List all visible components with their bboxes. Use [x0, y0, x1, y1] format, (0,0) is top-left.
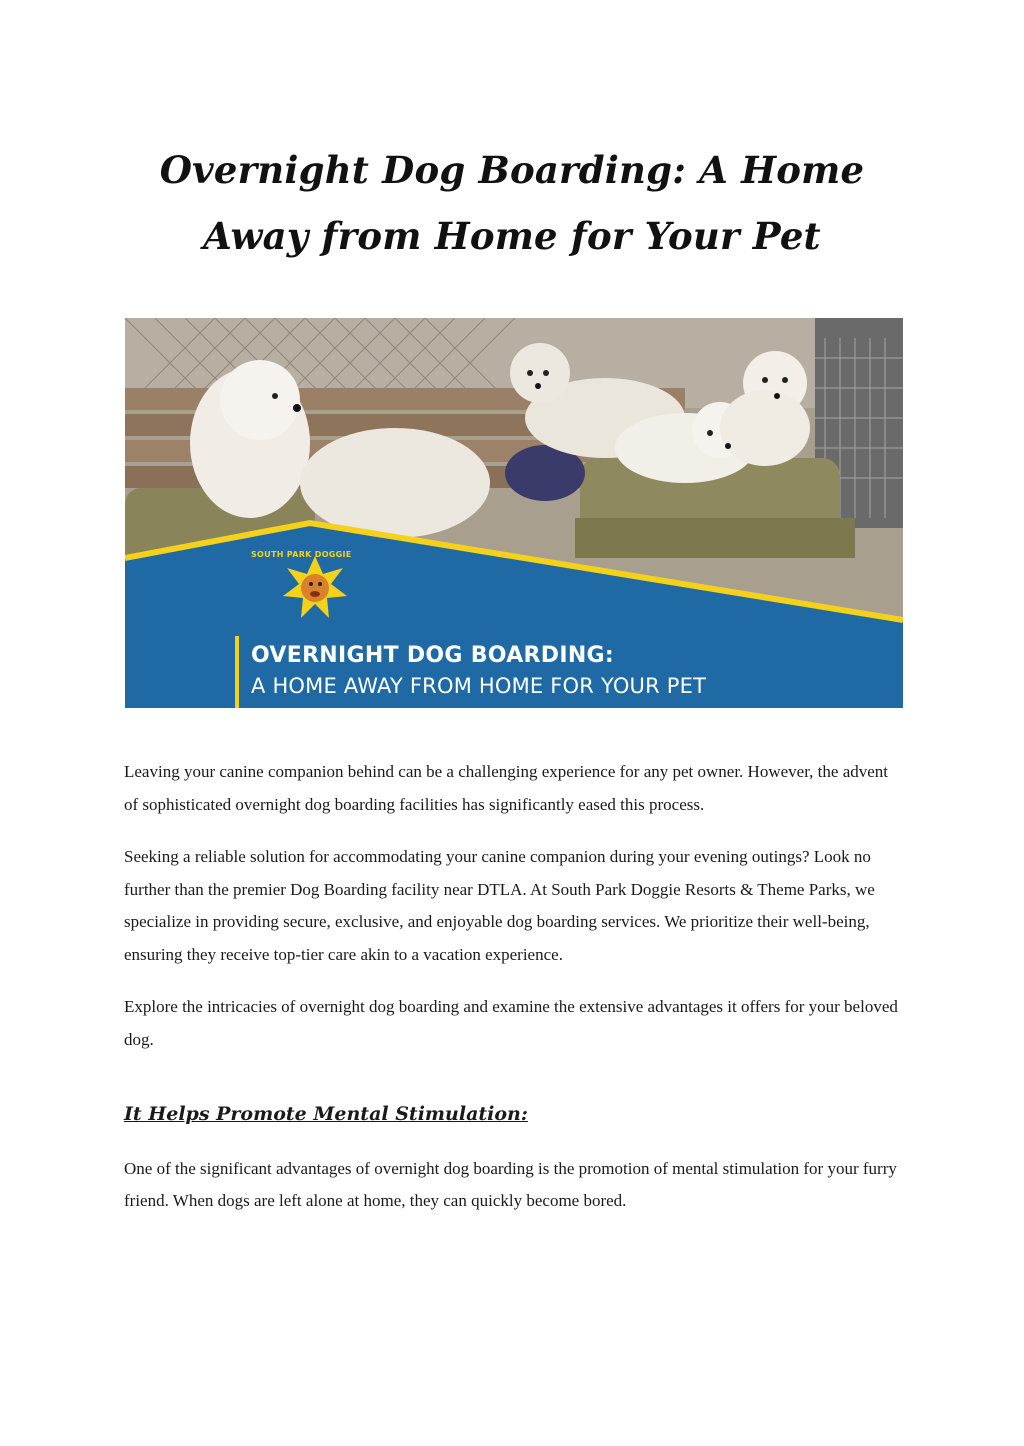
- paragraph: One of the significant advantages of overnight dog boarding is the promotion of mental stimulation for your furry friend. When dogs are left alone at home, they can quickly become bored.: [124, 1158, 897, 1210]
- title-line-2: Away from Home for Your Pet: [203, 213, 821, 258]
- document-title: [60, 137, 964, 269]
- banner-heading: OVERNIGHT DOG BOARDING:: [251, 643, 614, 668]
- hero-banner-image: [125, 318, 903, 708]
- article-body: [124, 756, 904, 1238]
- paragraph: Explore the intricacies of overnight dog boarding and examine the extensive advantages it offers for your beloved dog.: [124, 997, 898, 1049]
- logo-text: SOUTH PARK DOGGIE: [251, 550, 352, 559]
- section-heading: It Helps Promote Mental Stimulation:: [124, 1103, 528, 1125]
- title-line-1: Overnight Dog Boarding: A Home: [159, 147, 865, 192]
- banner-subheading: A HOME AWAY FROM HOME FOR YOUR PET: [251, 674, 707, 698]
- paragraph: Leaving your canine companion behind can be a challenging experience for any pet owner. However, the advent of sophisticated overnight dog boarding facilities has significantly eased this process.: [124, 762, 889, 814]
- paragraph: Seeking a reliable solution for accommodating your canine companion during your evening outings? Look no further than the premier Dog Boarding facility near DTLA. At South Park Doggie Resorts & Theme Parks, we specialize in providing secure, exclusive, and enjoyable dog boarding services. We prioritize their well-being, ensuring they receive top-tier care akin to a vacation experience.: [124, 847, 875, 964]
